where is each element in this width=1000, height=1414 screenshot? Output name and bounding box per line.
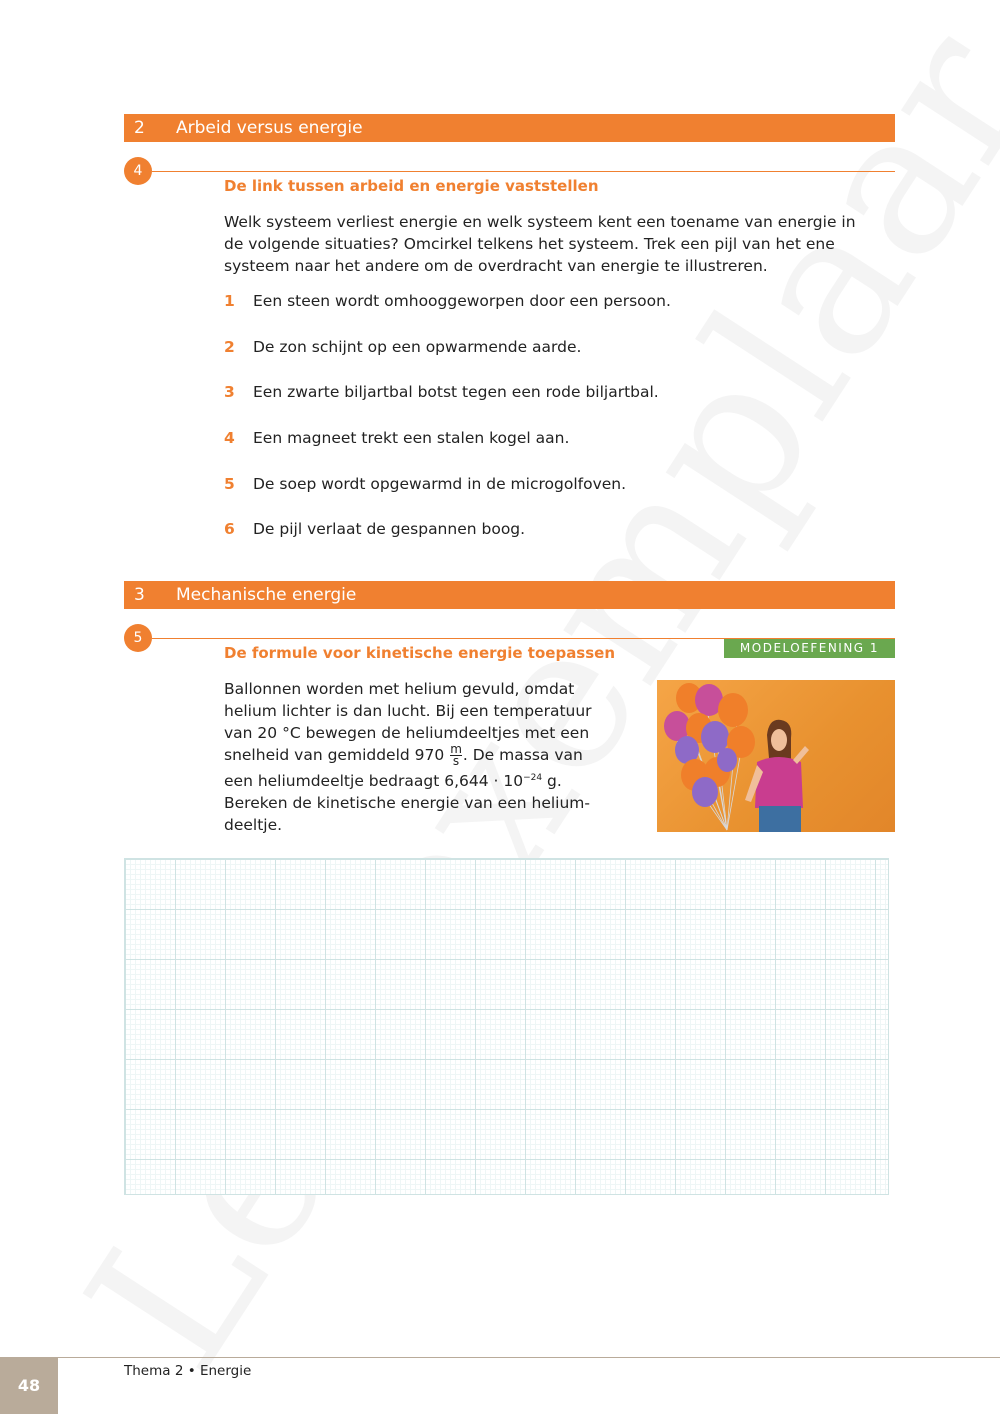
unit-fraction: $\frac{m}{s}$ xyxy=(450,742,462,768)
list-item: 4 Een magneet trekt een stalen kogel aan. xyxy=(224,429,570,447)
exercise-divider xyxy=(152,171,895,172)
exercise-4-number: 4 xyxy=(124,157,152,185)
exercise-5-title: De formule voor kinetische energie toepassen xyxy=(224,644,616,662)
section-title: Arbeid versus energie xyxy=(176,118,363,138)
balloons-illustration xyxy=(657,680,895,832)
page-number: 48 xyxy=(0,1357,58,1414)
list-item: 6 De pijl verlaat de gespannen boog. xyxy=(224,520,526,538)
footer-chapter: Thema 2 • Energie xyxy=(124,1363,252,1379)
list-item: 5 De soep wordt opgewarmd in de microgolfoven. xyxy=(224,475,627,493)
exercise-5-number: 5 xyxy=(124,624,152,652)
section-number: 2 xyxy=(134,118,145,138)
exercise-4-instruction: Welk systeem verliest energie en welk systeem kent een toename van energie in de volgende situaties? Omcirkel telkens het systeem. Trek een pijl van het ene systeem naar het andere om de overdracht van energie te illustreren. xyxy=(224,213,856,275)
section-number: 3 xyxy=(134,585,145,605)
answer-grid[interactable] xyxy=(124,858,889,1195)
section-3-header xyxy=(124,581,895,609)
list-item: 1 Een steen wordt omhooggeworpen door een persoon. xyxy=(224,292,671,310)
list-item: 3 Een zwarte biljartbal botst tegen een rode biljartbal. xyxy=(224,383,659,401)
exercise-5-text: Ballonnen worden met helium gevuld, omdat helium lichter is dan lucht. Bij een temperatuur van 20 °C bewegen de heliumdeeltjes met een snelheid van gemiddeld 970 $\frac{m}{s}$ . De massa van een heliumdeeltje bedraagt $6,644 \cdot 10^{-24}$ g. Bereken de kinetische energie van een helium- deeltje. xyxy=(224,680,592,835)
balloons-photo xyxy=(657,680,895,832)
footer-rule xyxy=(58,1357,1000,1358)
model-exercise-badge: MODELOEFENING 1 xyxy=(724,639,895,658)
section-2-header xyxy=(124,114,895,142)
section-title: Mechanische energie xyxy=(176,585,357,605)
exercise-4-title: De link tussen arbeid en energie vaststellen xyxy=(224,177,599,195)
list-item: 2 De zon schijnt op een opwarmende aarde. xyxy=(224,338,582,356)
